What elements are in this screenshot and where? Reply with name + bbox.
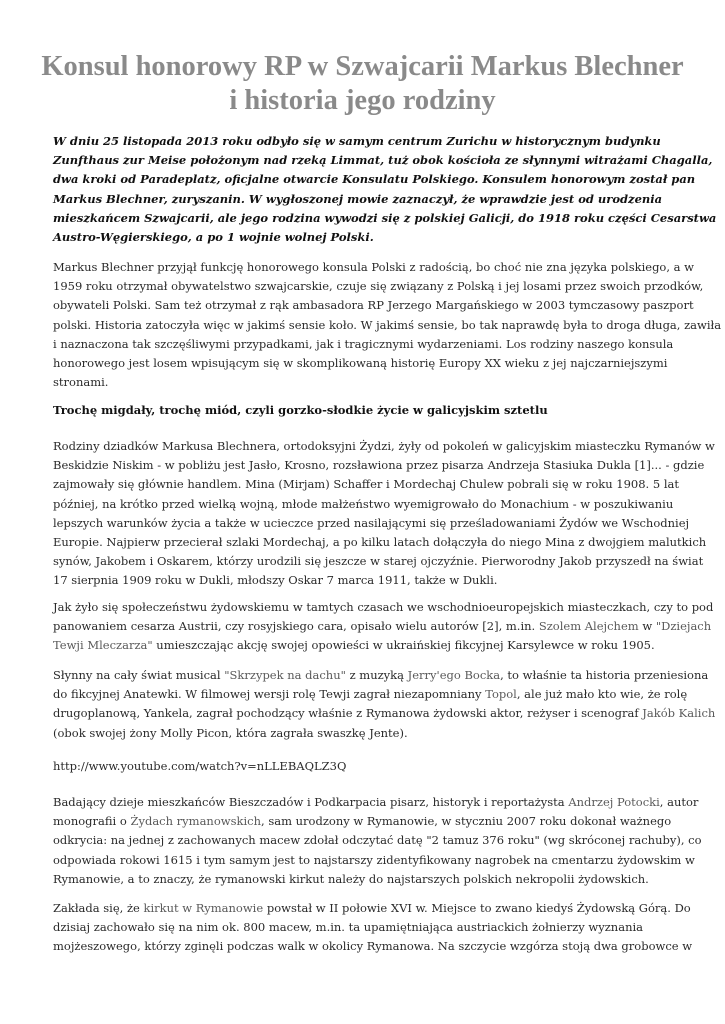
text-line: drugoplanową, Yankela, zagrał pochodzący właśnie z Rymanowa żydowski aktor, reżyser i scenograf Jakób Kalich — [53, 706, 716, 721]
paragraph-musical — [53, 666, 716, 743]
text-line: odpowiada rokowi 1615 i tym samym jest to najstarszy zidentyfikowany nagrobek na cmentarzu żydowskim w — [53, 852, 695, 867]
lead-line: Zunfthaus zur Meise położonym nad rzeką Limmat, tuż obok kościoła ze słynnymi witrażami Chagalla, — [53, 153, 713, 168]
text-line: Markus Blechner przyjął funkcję honorowego konsula Polski z radością, bo choć nie zna języka polskiego, a w — [53, 260, 695, 274]
text-line: 1959 roku otrzymał obywatelstwo szwajcarskie, czuje się związany z Polską i jej losami przez swoich przodków, — [53, 279, 704, 294]
section-heading: Trochę migdały, trochę miód, czyli gorzko-słodkie życie w galicyjskim sztetlu — [53, 403, 548, 417]
text-line: panowaniem cesarza Austrii, czy rosyjskiego cara, opisało wielu autorów [2], m.in. Szolem Alejchem w "Dziejach — [53, 619, 712, 634]
text-line: Jak żyło się społeczeństwu żydowskiemu w tamtych czasach we wschodnioeuropejskich miasteczkach, czy to pod — [53, 600, 714, 614]
text-line: polski. Historia zatoczyła więc w jakimś sensie koło. W jakimś sensie, bo tak naprawdę była to droga długa, zawiła — [53, 317, 722, 332]
link-zydach-rymanowskich[interactable]: Żydach rymanowskich — [130, 814, 262, 829]
link-dzieje-tewji-part1[interactable]: "Dziejach — [655, 619, 712, 634]
text-line: i naznaczona tak szczęśliwymi przypadkami, jak i tragicznymi wydarzeniami. Los rodziny naszego konsula — [53, 336, 674, 351]
text-line: 17 sierpnia 1909 roku w Dukli, młodszy Oskar 7 marca 1911, także w Dukli. — [53, 573, 498, 588]
page-title — [40, 50, 685, 118]
paragraph-kirkut — [53, 899, 693, 957]
text-line: (obok swojej żony Molly Picon, która zagrała swaszkę Jente). — [53, 725, 408, 740]
link-szolem-alejchem[interactable]: Szolem Alejchem — [538, 619, 639, 634]
text-line: dzisiaj zachowało się na nim ok. 800 macew, m.in. ta upamiętniająca austriackich żołnierzy wyznania — [53, 920, 644, 935]
link-kirkut-rymanow[interactable]: kirkut w Rymanowie — [143, 901, 264, 915]
text-line: monografii o Żydach rymanowskich, sam urodzony w Rymanowie, w styczniu 2007 roku dokonał ważnego — [53, 814, 672, 829]
text-line: odkrycia: na jednej z zachowanych macew zdołał odczytać datę "2 tamuz 376 roku" (wg skróconej rachuby), co — [53, 833, 702, 848]
text-line: lepszych warunków życia a także w ucieczce przed nasilającymi się prześladowaniami Żydów we Wschodniej — [53, 515, 690, 530]
paragraph-research — [53, 793, 702, 889]
link-dzieje-tewji-part2[interactable]: Tewji Mleczarza" — [53, 638, 153, 653]
lead-line: mieszkańcem Szwajcarii, ale jego rodzina wywodzi się z polskiej Galicji, do 1918 roku części Cesarstwa — [53, 210, 717, 225]
text-line: Europie. Najpierw przecierał szlaki Mordechaj, a po kilku latach dołączyła do niego Mina z dwojgiem malutkich — [53, 535, 707, 550]
text-line: Zakłada się, że kirkut w Rymanowie powstał w II połowie XVI w. Miejsce to zwano kiedyś Żydowską Górą. Do — [53, 901, 691, 915]
lead-line: Austro-Węgierskiego, a po 1 wojnie wolnej Polski. — [53, 230, 374, 245]
title-line-1: Konsul honorowy RP w Szwajcarii Markus Blechner — [41, 51, 684, 82]
text-line: stronami. — [53, 375, 109, 390]
paragraph-society — [53, 598, 714, 656]
link-andrzej-potocki[interactable]: Andrzej Potocki — [568, 795, 660, 809]
text-line: honorowego jest losem wpisującym się w skomplikowaną historię Europy XX wieku z jej najczarniejszymi — [53, 356, 668, 371]
lead-line: Markus Blechner, zuryszanin. W wygłoszonej mowie zaznaczył, że wprawdzie jest od urodzenia — [53, 191, 663, 206]
link-skrzypek-na-dachu[interactable]: "Skrzypek na dachu" — [224, 668, 346, 682]
text-line: mojżeszowego, którzy zginęli podczas walk w okolicy Rymanowa. Na szczycie wzgórza stoją dwa grobowce w — [53, 939, 693, 954]
title-line-2: i historia jego rodziny — [229, 85, 496, 116]
text-line: obywateli Polski. Sam też otrzymał z rąk ambasadora RP Jerzego Margańskiego w 2003 tymczasowy paszport — [53, 298, 694, 313]
text-line: Rymanowie, a to znaczy, że rymanowski kirkut należy do najstarszych polskich nekropolii żydowskich. — [53, 871, 649, 886]
link-topol[interactable]: Topol — [485, 687, 517, 702]
lead-line: dwa kroki od Paradeplatz, oficjalne otwarcie Konsulatu Polskiego. Konsulem honorowym został pan — [53, 172, 696, 187]
text-line: zajmowały się głównie handlem. Mina (Mirjam) Schaffer i Mordechaj Chulew pobrali się w roku 1908. 5 lat — [53, 477, 679, 492]
text-line: Beskidzie Niskim - w pobliżu jest Jasło, Krosno, rozsławiona przez pisarza Andrzeja Stasiuka Dukla [1]... - gdzie — [53, 458, 705, 473]
paragraph-consul — [53, 258, 722, 392]
text-line: synów, Jakobem i Oskarem, którzy urodzili się jeszcze w starej ojczyźnie. Pierworodny Jakob przyszedł na świat — [53, 554, 704, 569]
text-line: Badający dzieje mieszkańców Bieszczadów i Podkarpacia pisarz, historyk i reportażysta Andrzej Potocki, autor — [53, 795, 699, 809]
text-line: do fikcyjnej Anatewki. W filmowej wersji rolę Tewji zagrał niezapomniany Topol, ale już mało kto wie, że rolę — [53, 687, 688, 702]
text-line: później, na krótko przed wielką wojną, młode małżeństwo wyemigrowało do Monachium - w poszukiwaniu — [53, 496, 674, 511]
lead-paragraph — [53, 132, 717, 247]
video-url[interactable]: http://www.youtube.com/watch?v=nLLEBAQLZ3Q — [53, 759, 347, 773]
link-jakob-kalich[interactable]: Jakób Kalich — [642, 706, 716, 721]
paragraph-family — [53, 437, 715, 591]
text-line: Słynny na cały świat musical "Skrzypek na dachu" z muzyką Jerry'ego Bocka, to właśnie ta historia przeniesiona — [53, 668, 709, 682]
link-jerry-bock[interactable]: Jerry'ego Bocka — [407, 668, 501, 682]
lead-line: W dniu 25 listopada 2013 roku odbyło się w samym centrum Zurichu w historycznym budynku — [53, 134, 661, 148]
text-line: Rodziny dziadków Markusa Blechnera, ortodoksyjni Żydzi, żyły od pokoleń w galicyjskim miasteczku Rymanów w — [53, 439, 715, 453]
text-line: Tewji Mleczarza" umieszczając akcję swojej opowieści w ukraińskiej fikcyjnej Karsylewce w roku 1905. — [53, 638, 655, 653]
